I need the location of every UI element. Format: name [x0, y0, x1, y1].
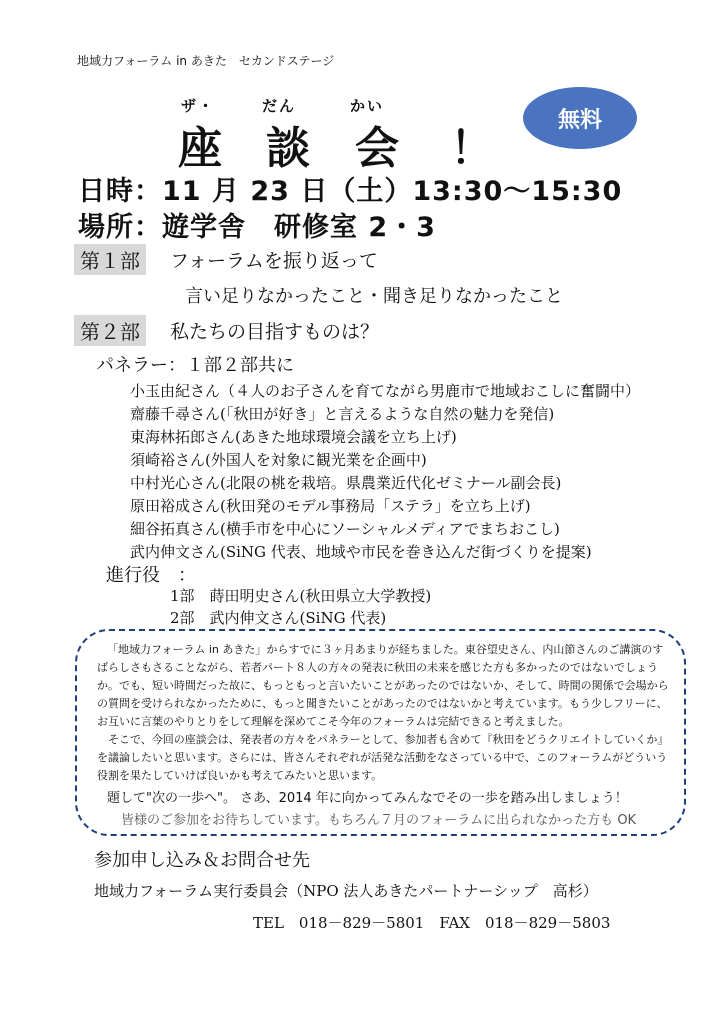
part1-title: フォーラムを振り返って — [170, 250, 378, 272]
panelist-item: 東海林拓郎さん(あきた地球環境会議を立ち上げ) — [130, 428, 457, 446]
notice-line: を議論したいと思います。さらには、皆さんそれぞれが活発な活動をなさっている中で、このフォーラムがどういう — [97, 751, 668, 764]
phone-fax: TEL 018－829－5801 FAX 018－829－5803 — [253, 914, 611, 932]
notice-line: 「地域力フォーラム in あきた」からすでに３ヶ月あまりが経ちました。東谷望史さん、内山節さんのご講演のす — [107, 643, 664, 656]
notice-line: お互いに言葉のやりとりをして理解を深めてこそ今年のフォーラムは完結できると考えました。 — [97, 715, 570, 728]
notice-box — [75, 629, 686, 836]
notice-line: そこで、今回の座談会は、発表者の方々をパネラーとして、参加者も含めて『秋田をどうクリエイトしていくか』 — [97, 733, 669, 746]
panelist-item: 齋藤千尋さん(「秋田が好き」と言えるような自然の魅力を発信) — [130, 405, 555, 423]
part2-row — [74, 315, 404, 347]
panelist-heading: パネラー：１部２部共に — [96, 355, 294, 376]
title-char-3: 会 — [355, 123, 399, 174]
event-place: 場所：遊学舎 研修室 2・3 — [78, 212, 436, 243]
ruby-kai: かい — [350, 97, 385, 115]
part1-label: 第１部 — [74, 244, 146, 275]
notice-invite: 皆様のご参加をお待ちしています。もちろん７月のフォーラムに出られなかった方も OK — [121, 813, 637, 828]
title-char-4: ！ — [450, 123, 494, 174]
panelist-item: 原田裕成さん(秋田発のモデル事務局「ステラ」を立ち上げ) — [130, 497, 531, 515]
part1-subtitle: 言い足りなかったこと・聞き足りなかったこと — [185, 286, 563, 307]
moderator-item: 1部 蒔田明史さん(秋田県立大学教授) — [170, 587, 432, 605]
panelist-item: 須崎裕さん(外国人を対象に観光業を企画中) — [130, 451, 427, 469]
part2-label: 第２部 — [74, 315, 146, 346]
notice-call: 題して"次の一歩へ"。 さあ、2014 年に向かってみんなでその一歩を踏み出しましょう！ — [107, 791, 628, 806]
event-datetime: 日時：11 月 23 日（土）13:30～15:30 — [78, 176, 623, 207]
ruby-dan: だん — [262, 97, 297, 115]
title-char-2: 談 — [266, 123, 310, 174]
header-line: 地域力フォーラム in あきた セカンドステージ — [77, 54, 335, 68]
free-badge: 無料 — [523, 87, 637, 149]
moderator-item: 2部 武内伸文さん(SiNG 代表) — [170, 609, 387, 627]
moderator-heading: 進行役 ： — [106, 565, 196, 586]
panelist-item: 中村光心さん(北限の桃を栽培。県農業近代化ゼミナール副会長) — [130, 474, 562, 492]
panelist-item: 武内伸文さん(SiNG 代表、地域や市民を巻き込んだ街づくりを提案) — [130, 543, 592, 561]
panelist-item: 小玉由紀さん（４人のお子さんを育てながら男鹿市で地域おこしに奮闘中） — [130, 382, 641, 400]
ruby-za: ザ・ — [181, 97, 216, 115]
panelist-item: 細谷拓真さん(横手市を中心にソーシャルメディアでまちおこし) — [130, 520, 560, 538]
notice-line: ばらしさもさることながら、若者パート８人の方々の発表に秋田の未来を感じた方も多かったのではないでしょう — [97, 661, 658, 674]
title-char-1: 座 — [178, 123, 222, 174]
notice-line: 役割を果たしていけば良いかも考えてみたいと思います。 — [97, 769, 383, 782]
contact-heading: 参加申し込み＆お問合せ先 — [94, 850, 310, 871]
notice-line: か。でも、短い時間だった故に、もっともっと言いたいことがあったのではないか、そして、時間の関係で会場から — [97, 679, 669, 692]
part2-title: 私たちの目指すものは？ — [170, 321, 380, 343]
organizer: 地域力フォーラム実行委員会（NPO 法人あきたパートナーシップ 高杉） — [94, 882, 598, 900]
notice-line: の質問を受けられなかったために、もっと聞きたいことがあったのではないかと考えています。もう少しフリーに、 — [97, 697, 668, 710]
part1-row — [74, 244, 404, 276]
